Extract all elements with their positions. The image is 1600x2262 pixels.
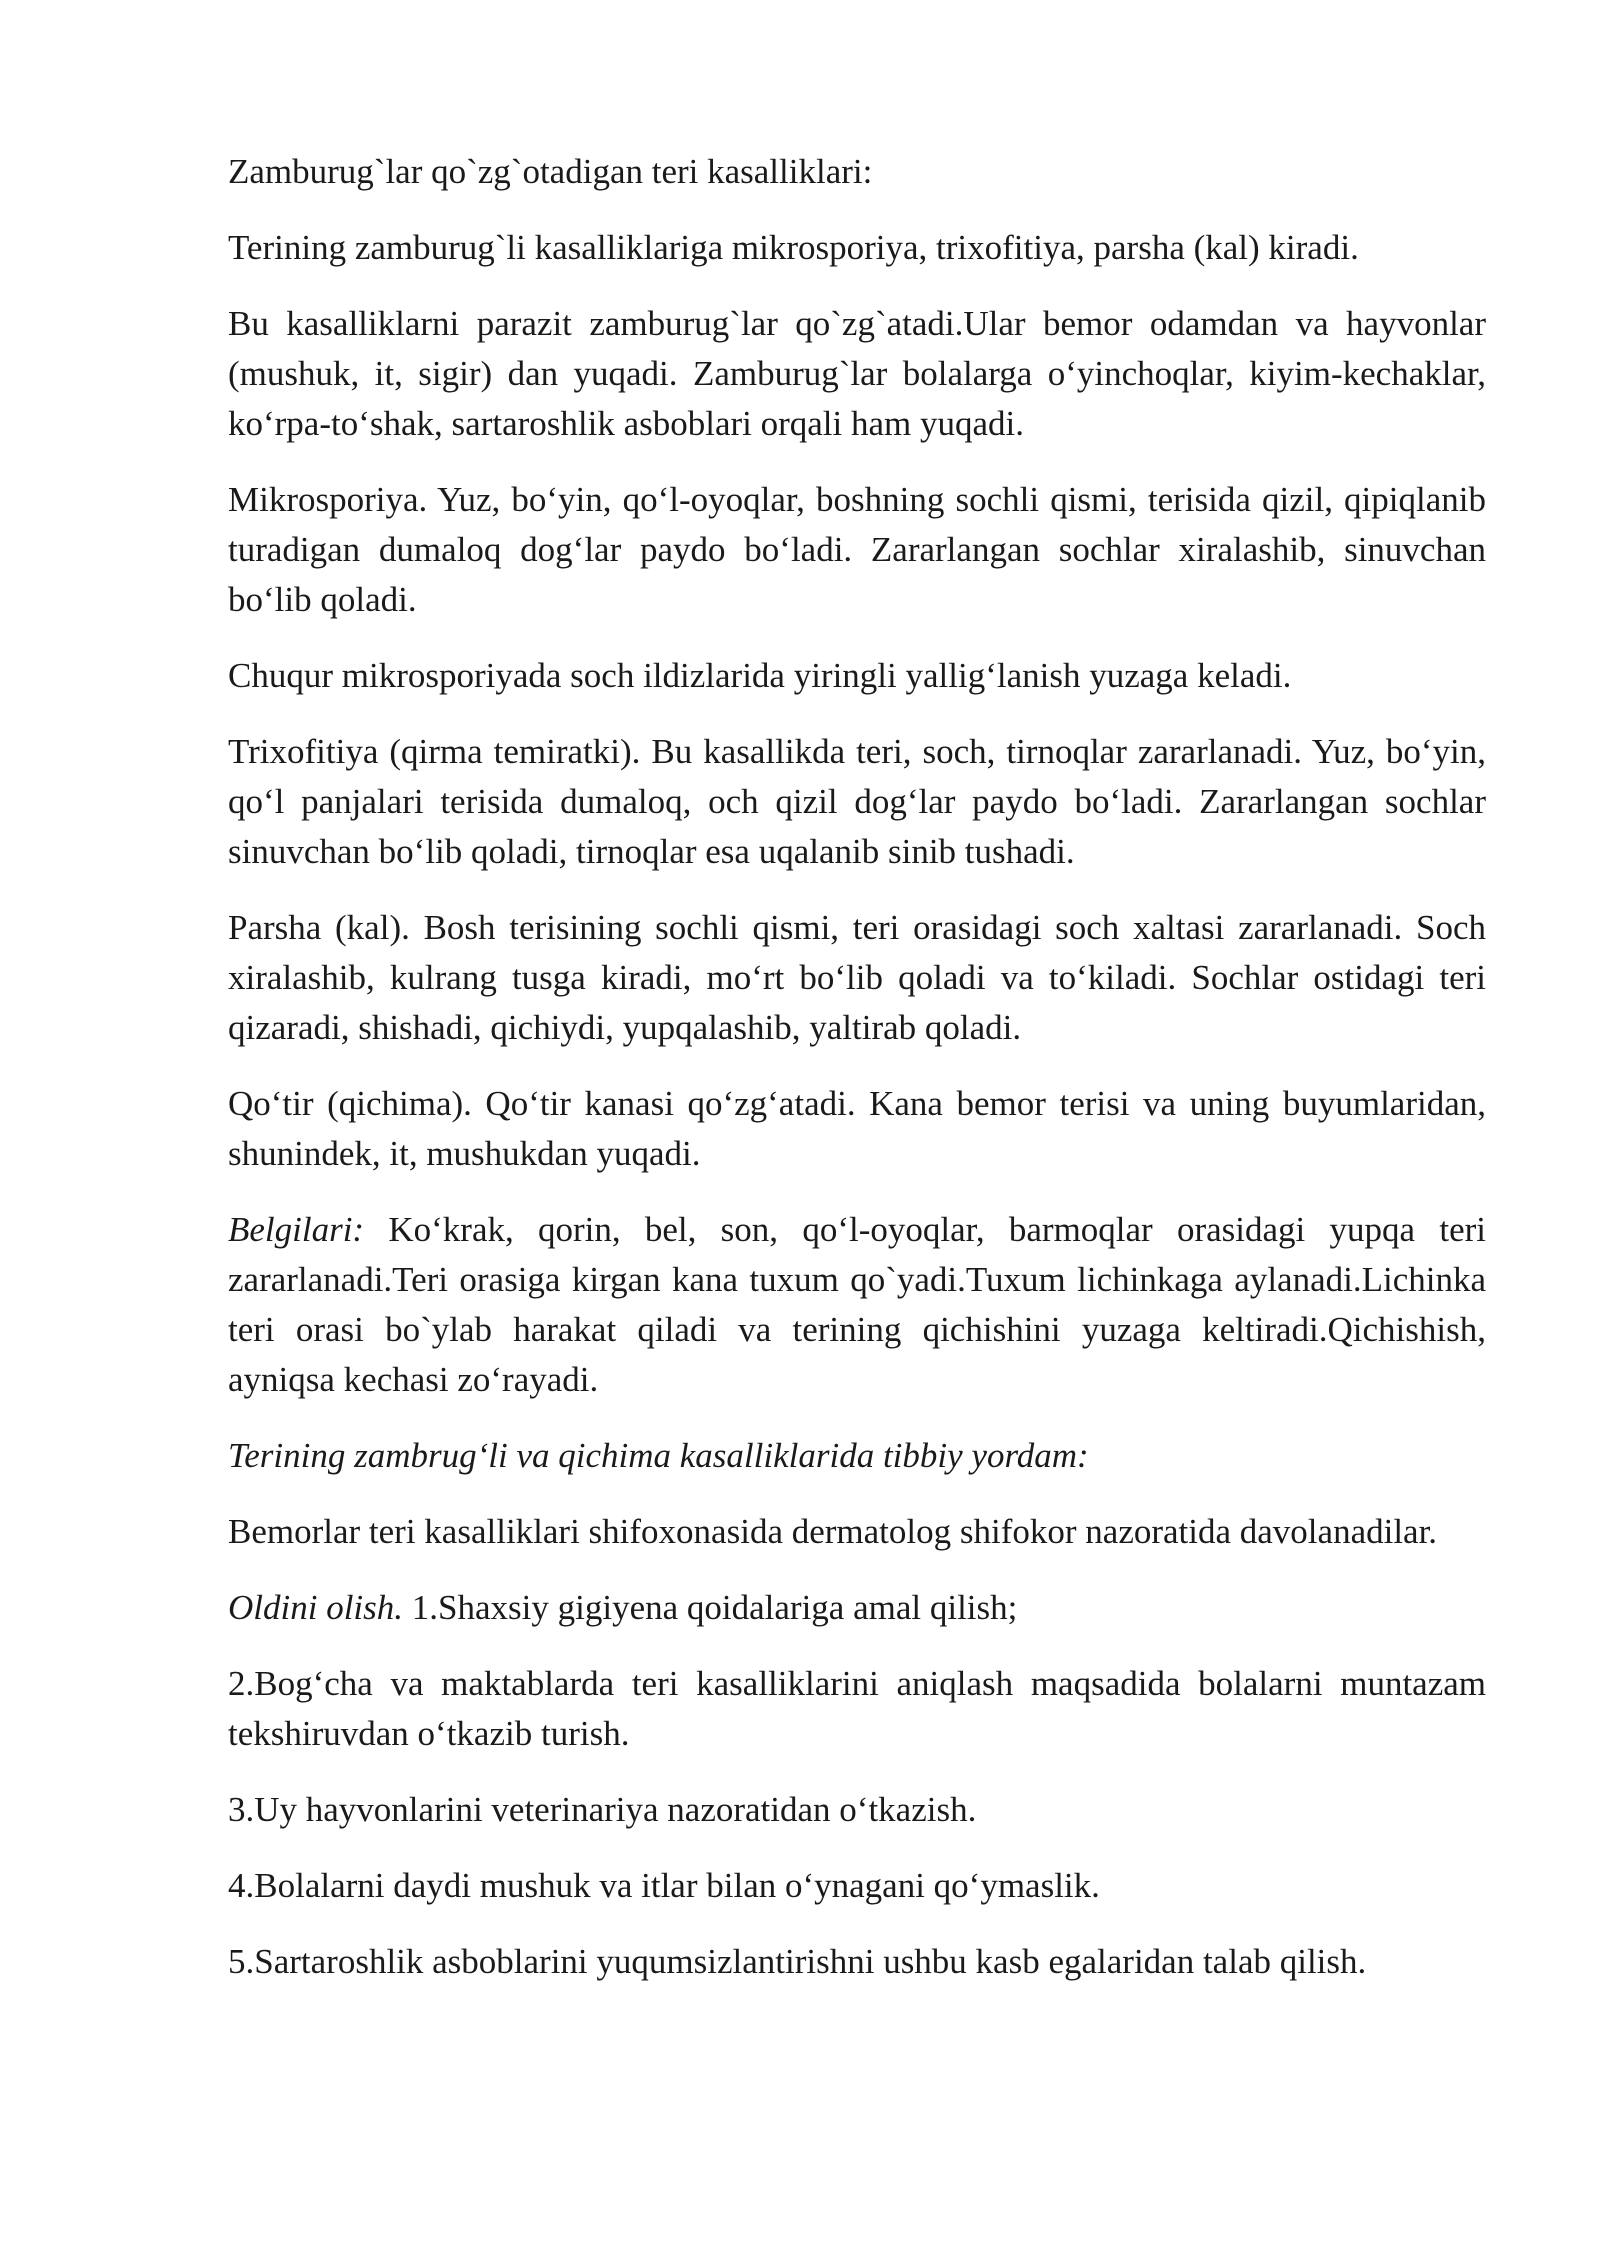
paragraph-text: Ko‘krak, qorin, bel, son, qo‘l-oyoqlar, barmoqlar orasidagi yupqa teri zararlanadi.Teri orasiga kirgan kana tuxum qo`yadi.Tuxum lichinkaga aylanadi.Lichinka teri orasi bo`ylab harakat qiladi va terining qichishini yuzaga keltiradi.Qichishish, ayniqsa kechasi zo‘rayadi. bbox=[228, 1210, 1486, 1399]
paragraph: Terining zamburug`li kasalliklariga mikrosporiya, trixofitiya, parsha (kal) kiradi. bbox=[228, 228, 1359, 267]
paragraph: Trixofitiya (qirma temiratki). Bu kasallikda teri, soch, tirnoqlar zararlanadi. Yuz, bo‘yin, qo‘l panjalari terisida dumaloq, och qizil dog‘lar paydo bo‘ladi. Zararlangan sochlar sinuvchan bo‘lib qoladi, tirnoqlar esa uqalanib sinib tushadi. bbox=[228, 732, 1486, 871]
paragraph: 4.Bolalarni daydi mushuk va itlar bilan o‘ynagani qo‘ymaslik. bbox=[228, 1866, 1100, 1905]
section-heading: Terining zambrug‘li va qichima kasalliklarida tibbiy yordam: bbox=[228, 1436, 1089, 1475]
paragraph: 3.Uy hayvonlarini veterinariya nazoratidan o‘tkazish. bbox=[228, 1790, 977, 1829]
section-label: Belgilari: bbox=[228, 1210, 365, 1249]
paragraph: Parsha (kal). Bosh terisining sochli qismi, teri orasidagi soch xaltasi zararlanadi. Soch xiralashib, kulrang tusga kiradi, mo‘rt bo‘lib qoladi va to‘kiladi. Sochlar ostidagi teri qizaradi, shishadi, qichiydi, yupqalashib, yaltirab qoladi. bbox=[228, 908, 1486, 1047]
paragraph: Chuqur mikrosporiyada soch ildizlarida yiringli yallig‘lanish yuzaga keladi. bbox=[228, 656, 1292, 695]
paragraph bbox=[228, 1205, 1486, 1405]
paragraph: Qo‘tir (qichima). Qo‘tir kanasi qo‘zg‘atadi. Kana bemor terisi va uning buyumlaridan, shunindek, it, mushukdan yuqadi. bbox=[228, 1084, 1486, 1173]
section-label: Oldini olish. bbox=[228, 1588, 404, 1627]
paragraph: 5.Sartaroshlik asboblarini yuqumsizlantirishni ushbu kasb egalaridan talab qilish. bbox=[228, 1942, 1367, 1981]
paragraph: Bu kasalliklarni parazit zamburug`lar qo`zg`atadi.Ular bemor odamdan va hayvonlar (mushuk, it, sigir) dan yuqadi. Zamburug`lar bolalarga o‘yinchoqlar, kiyim-kechaklar, ko‘rpa-to‘shak, sartaroshlik asboblari orqali ham yuqadi. bbox=[228, 304, 1486, 443]
paragraph: Mikrosporiya. Yuz, bo‘yin, qo‘l-oyoqlar, boshning sochli qismi, terisida qizil, qipiqlanib turadigan dumaloq dog‘lar paydo bo‘ladi. Zararlangan sochlar xiralashib, sinuvchan bo‘lib qoladi. bbox=[228, 480, 1486, 619]
paragraph bbox=[228, 1583, 1486, 1633]
paragraph: Bemorlar teri kasalliklari shifoxonasida dermatolog shifokor nazoratida davolanadilar. bbox=[228, 1512, 1438, 1551]
paragraph-text: 1.Shaxsiy gigiyena qoidalariga amal qilish; bbox=[403, 1588, 1018, 1627]
paragraph: 2.Bog‘cha va maktablarda teri kasalliklarini aniqlash maqsadida bolalarni muntazam tekshiruvdan o‘tkazib turish. bbox=[228, 1664, 1486, 1753]
document-heading: Zamburug`lar qo`zg`otadigan teri kasalliklari: bbox=[228, 152, 873, 191]
document-body bbox=[228, 147, 1486, 2013]
